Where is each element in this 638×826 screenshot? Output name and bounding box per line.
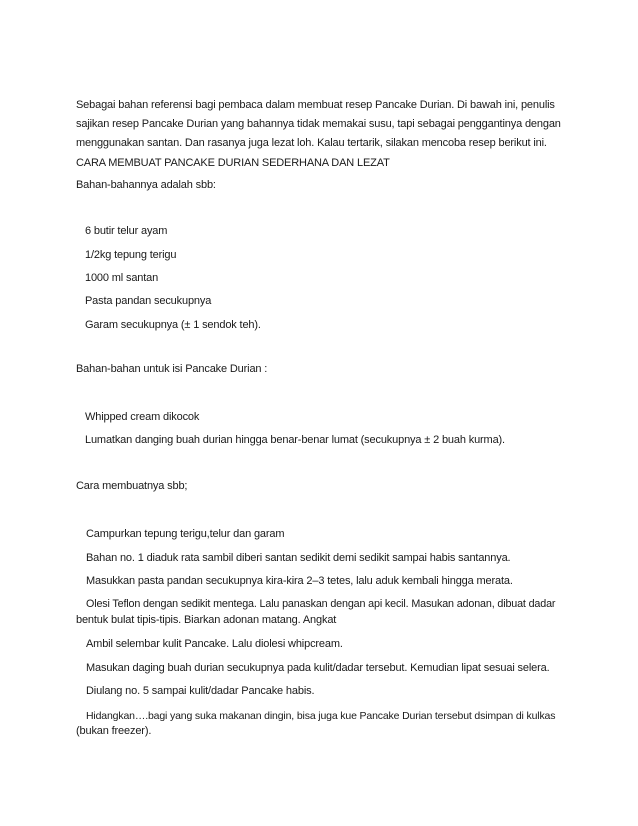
filling-heading: Bahan-bahan untuk isi Pancake Durian :: [76, 363, 268, 375]
step-item: Hidangkan….bagi yang suka makanan dingin, bisa juga kue Pancake Durian tersebut dsimpan di kulkas: [86, 710, 556, 722]
step-item: Ambil selembar kulit Pancake. Lalu diolesi whipcream.: [86, 638, 343, 650]
intro-line-3: menggunakan santan. Dan rasanya juga lezat loh. Kalau tertarik, silakan mencoba resep berikut ini.: [76, 137, 547, 149]
step-item: Olesi Teflon dengan sedikit mentega. Lalu panaskan dengan api kecil. Masukan adonan, dibuat dadar: [86, 598, 556, 610]
filling-item: Lumatkan danging buah durian hingga benar-benar lumat (secukupnya ± 2 buah kurma).: [85, 434, 505, 446]
intro-line-1: Sebagai bahan referensi bagi pembaca dalam membuat resep Pancake Durian. Di bawah ini, penulis: [76, 99, 555, 111]
ingredient-item: Garam secukupnya (± 1 sendok teh).: [85, 319, 261, 331]
step-item: Diulang no. 5 sampai kulit/dadar Pancake habis.: [86, 685, 315, 697]
ingredients-heading: Bahan-bahannya adalah sbb:: [76, 179, 216, 191]
filling-item: Whipped cream dikocok: [85, 411, 200, 423]
step-item: Masukan daging buah durian secukupnya pada kulit/dadar tersebut. Kemudian lipat sesuai selera.: [86, 662, 550, 674]
step-item-continuation: (bukan freezer).: [76, 725, 152, 737]
steps-heading: Cara membuatnya sbb;: [76, 480, 188, 492]
ingredient-item: Pasta pandan secukupnya: [85, 295, 212, 307]
step-item: Masukkan pasta pandan secukupnya kira-kira 2–3 tetes, lalu aduk kembali hingga merata.: [86, 575, 513, 587]
recipe-title: CARA MEMBUAT PANCAKE DURIAN SEDERHANA DAN LEZAT: [76, 157, 390, 169]
step-item: Campurkan tepung terigu,telur dan garam: [86, 528, 285, 540]
ingredient-item: 1/2kg tepung terigu: [85, 249, 177, 261]
ingredient-item: 1000 ml santan: [85, 272, 159, 284]
ingredient-item: 6 butir telur ayam: [85, 225, 168, 237]
intro-line-2: sajikan resep Pancake Durian yang bahannya tidak memakai susu, tapi sebagai penggantinya dengan: [76, 118, 561, 130]
step-item-continuation: bentuk bulat tipis-tipis. Biarkan adonan matang. Angkat: [76, 614, 337, 626]
step-item: Bahan no. 1 diaduk rata sambil diberi santan sedikit demi sedikit sampai habis santannya.: [86, 552, 511, 564]
